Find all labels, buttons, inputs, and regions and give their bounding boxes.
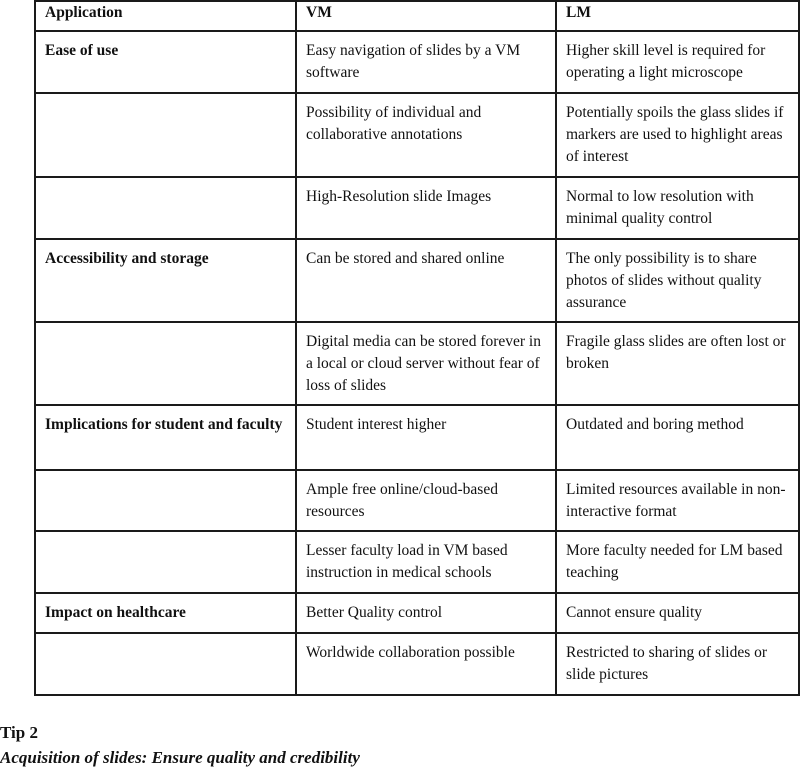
vm-cell: Better Quality control [296,593,556,633]
application-cell [35,177,296,239]
vm-cell: Easy navigation of slides by a VM software [296,31,556,93]
lm-cell: Cannot ensure quality [556,593,799,633]
lm-cell: Outdated and boring method [556,405,799,470]
table-header-row [35,1,799,31]
application-cell [35,470,296,531]
application-cell: Ease of use [35,31,296,93]
application-cell: Accessibility and storage [35,239,296,322]
header-vm: VM [296,1,556,31]
table-row [35,593,799,633]
lm-cell: Potentially spoils the glass slides if markers are used to highlight areas of interest [556,93,799,177]
application-cell: Implications for student and faculty [35,405,296,470]
application-cell: Impact on healthcare [35,593,296,633]
table-row [35,322,799,405]
table-row [35,531,799,593]
vm-cell: Digital media can be stored forever in a local or cloud server without fear of loss of slides [296,322,556,405]
table-row [35,633,799,695]
lm-cell: Fragile glass slides are often lost or broken [556,322,799,405]
comparison-table [34,0,800,696]
vm-cell: Lesser faculty load in VM based instruction in medical schools [296,531,556,593]
table-row [35,470,799,531]
lm-cell: Higher skill level is required for operating a light microscope [556,31,799,93]
header-lm: LM [556,1,799,31]
table-row [35,93,799,177]
lm-cell: The only possibility is to share photos of slides without quality assurance [556,239,799,322]
application-cell [35,633,296,695]
vm-cell: High-Resolution slide Images [296,177,556,239]
lm-cell: Limited resources available in non-interactive format [556,470,799,531]
application-cell [35,322,296,405]
vm-cell: Worldwide collaboration possible [296,633,556,695]
header-application: Application [35,1,296,31]
table-row [35,405,799,470]
lm-cell: More faculty needed for LM based teaching [556,531,799,593]
vm-cell: Student interest higher [296,405,556,470]
tip-subtitle: Acquisition of slides: Ensure quality and credibility [0,748,360,767]
lm-cell: Normal to low resolution with minimal quality control [556,177,799,239]
vm-cell: Possibility of individual and collaborative annotations [296,93,556,177]
table-row [35,177,799,239]
application-cell [35,531,296,593]
vm-cell: Can be stored and shared online [296,239,556,322]
application-cell [35,93,296,177]
lm-cell: Restricted to sharing of slides or slide pictures [556,633,799,695]
vm-cell: Ample free online/cloud-based resources [296,470,556,531]
tip-title: Tip 2 [0,723,38,742]
table-row [35,239,799,322]
table-row [35,31,799,93]
